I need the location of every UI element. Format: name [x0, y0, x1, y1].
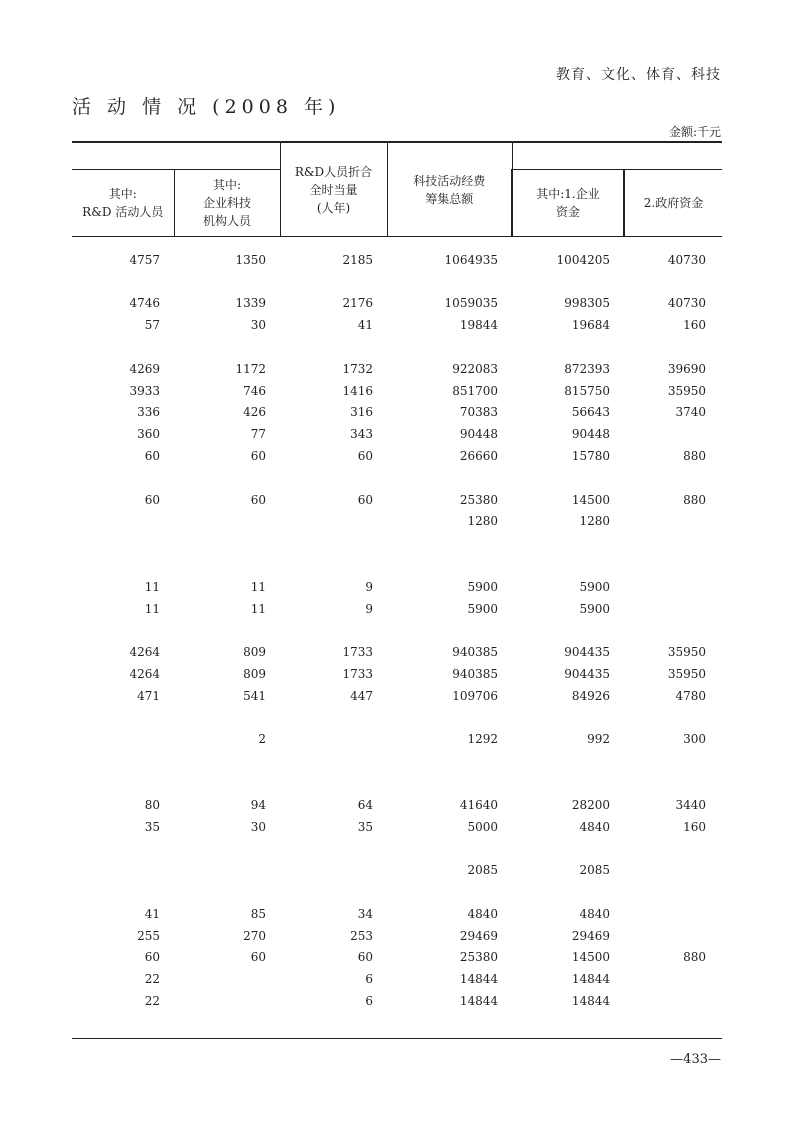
table-cell — [174, 859, 280, 881]
table-cell: 35950 — [667, 667, 706, 682]
table-cell: 872393 — [564, 361, 610, 376]
table-cell: 1064935 — [444, 252, 498, 267]
table-cell — [72, 271, 174, 293]
table-cell: 34 — [357, 906, 373, 921]
table-cell — [280, 511, 387, 533]
table-cell — [174, 881, 280, 903]
table-cell: 25380 — [459, 950, 498, 965]
header-spanner-left — [72, 142, 280, 170]
table-cell — [72, 620, 174, 642]
table-cell — [624, 532, 722, 554]
table-cell: 5900 — [467, 601, 498, 616]
table-cell: 22 — [144, 993, 160, 1008]
table-cell — [387, 838, 512, 860]
table-row — [72, 772, 722, 794]
table-cell: 4264 — [129, 645, 160, 660]
table-cell — [512, 838, 624, 860]
table-cell: 1339 — [235, 296, 266, 311]
table-cell: 300 — [683, 732, 706, 747]
table-row — [72, 947, 722, 969]
table-cell: 30 — [250, 318, 266, 333]
table-row — [72, 859, 722, 881]
table-cell: 998305 — [564, 296, 610, 311]
table-cell — [72, 707, 174, 729]
table-row — [72, 402, 722, 424]
table-cell: 35950 — [667, 383, 706, 398]
page-number: —433— — [670, 1052, 721, 1067]
table-cell: 4840 — [579, 819, 610, 834]
table-cell — [387, 467, 512, 489]
table-row — [72, 467, 722, 489]
table-cell — [624, 598, 722, 620]
table-cell: 809 — [243, 645, 266, 660]
table-cell: 2 — [258, 732, 266, 747]
table-cell — [280, 881, 387, 903]
table-cell — [387, 707, 512, 729]
table-cell — [624, 750, 722, 772]
table-row — [72, 554, 722, 576]
table-cell: 25380 — [459, 492, 498, 507]
table-cell: 35 — [357, 819, 373, 834]
table-cell — [512, 772, 624, 794]
table-cell — [72, 859, 174, 881]
table-row — [72, 925, 722, 947]
table-cell: 4269 — [129, 361, 160, 376]
table-cell — [280, 707, 387, 729]
table-cell — [387, 772, 512, 794]
table-cell — [280, 554, 387, 576]
table-cell — [512, 467, 624, 489]
table-row — [72, 794, 722, 816]
table-cell: 28200 — [571, 797, 610, 812]
table-cell — [512, 881, 624, 903]
table-cell: 5000 — [467, 819, 498, 834]
table-cell: 4746 — [129, 296, 160, 311]
table-cell — [174, 750, 280, 772]
table-row — [72, 380, 722, 402]
table-cell — [624, 576, 722, 598]
table-cell — [624, 881, 722, 903]
table-cell: 447 — [350, 688, 373, 703]
table-row — [72, 293, 722, 315]
table-row — [72, 685, 722, 707]
table-cell: 60 — [250, 449, 266, 464]
table-cell — [72, 750, 174, 772]
table-cell: 270 — [243, 928, 266, 943]
table-cell: 160 — [683, 819, 706, 834]
table-cell — [387, 554, 512, 576]
table-cell: 2185 — [342, 252, 373, 267]
table-cell: 316 — [350, 405, 373, 420]
table-cell: 29469 — [571, 928, 610, 943]
table-cell — [624, 772, 722, 794]
table-cell: 6 — [365, 972, 373, 987]
table-cell — [512, 707, 624, 729]
table-cell: 343 — [350, 427, 373, 442]
table-row — [72, 838, 722, 860]
table-cell — [624, 925, 722, 947]
table-cell: 940385 — [452, 645, 498, 660]
table-cell: 14500 — [571, 492, 610, 507]
bottom-rule — [72, 1038, 722, 1039]
table-body — [72, 237, 722, 1012]
table-cell: 4757 — [129, 252, 160, 267]
table-cell — [512, 271, 624, 293]
table-cell: 41640 — [459, 797, 498, 812]
statistics-table — [72, 141, 722, 1012]
table-cell: 41 — [144, 906, 160, 921]
table-cell: 1280 — [579, 514, 610, 529]
table-row — [72, 511, 722, 533]
table-cell — [72, 511, 174, 533]
table-cell: 84926 — [571, 688, 610, 703]
table-cell: 90448 — [459, 427, 498, 442]
table-row — [72, 271, 722, 293]
table-cell: 3933 — [129, 383, 160, 398]
table-row — [72, 729, 722, 751]
table-cell: 1059035 — [444, 296, 498, 311]
table-cell — [387, 336, 512, 358]
table-cell — [624, 554, 722, 576]
table-cell — [280, 271, 387, 293]
table-cell — [174, 772, 280, 794]
table-row — [72, 237, 722, 271]
table-cell — [387, 271, 512, 293]
table-cell: 60 — [250, 492, 266, 507]
table-cell: 14844 — [571, 993, 610, 1008]
table-row — [72, 598, 722, 620]
table-cell: 255 — [137, 928, 160, 943]
table-cell — [624, 838, 722, 860]
table-row — [72, 532, 722, 554]
table-cell: 14844 — [571, 972, 610, 987]
table-cell: 77 — [250, 427, 266, 442]
col-header-4: 科技活动经费 筹集总额 — [387, 142, 512, 237]
table-cell — [174, 554, 280, 576]
table-cell — [624, 620, 722, 642]
table-cell — [174, 271, 280, 293]
table-cell: 5900 — [579, 601, 610, 616]
table-header — [72, 142, 722, 237]
table-cell — [174, 990, 280, 1012]
section-label: 教育、文化、体育、科技 — [556, 67, 721, 83]
table-row — [72, 707, 722, 729]
table-cell: 14500 — [571, 950, 610, 965]
table-cell: 85 — [250, 906, 266, 921]
table-cell: 3440 — [675, 797, 706, 812]
table-cell — [72, 336, 174, 358]
table-cell: 19844 — [459, 318, 498, 333]
table-cell — [280, 772, 387, 794]
table-cell: 471 — [137, 688, 160, 703]
table-cell — [174, 707, 280, 729]
table-cell: 1416 — [342, 383, 373, 398]
table-cell: 60 — [357, 449, 373, 464]
table-row — [72, 903, 722, 925]
table-cell: 9 — [365, 601, 373, 616]
col-header-5: 其中:1.企业 资金 — [512, 170, 624, 237]
table-cell — [624, 467, 722, 489]
table-cell: 39690 — [667, 361, 706, 376]
table-cell — [624, 990, 722, 1012]
table-cell: 2176 — [342, 296, 373, 311]
table-cell: 2085 — [467, 863, 498, 878]
table-cell: 14844 — [459, 972, 498, 987]
table-cell: 992 — [587, 732, 610, 747]
table-row — [72, 314, 722, 336]
table-cell: 2085 — [579, 863, 610, 878]
table-cell: 15780 — [571, 449, 610, 464]
table-cell — [72, 729, 174, 751]
table-cell: 14844 — [459, 993, 498, 1008]
col-header-2: 其中: 企业科技 机构人员 — [174, 170, 280, 237]
table-cell: 880 — [683, 449, 706, 464]
table-cell: 4840 — [579, 906, 610, 921]
table-cell: 851700 — [452, 383, 498, 398]
table-cell — [280, 859, 387, 881]
table-cell — [174, 336, 280, 358]
table-cell: 5900 — [579, 579, 610, 594]
table-cell: 60 — [144, 449, 160, 464]
table-cell: 90448 — [571, 427, 610, 442]
header-spanner-right — [512, 142, 722, 170]
table-cell: 6 — [365, 993, 373, 1008]
table-cell — [512, 532, 624, 554]
table-cell: 35950 — [667, 645, 706, 660]
table-cell: 11 — [250, 601, 266, 616]
table-cell: 880 — [683, 492, 706, 507]
table-cell — [174, 532, 280, 554]
table-cell: 746 — [243, 383, 266, 398]
table-row — [72, 336, 722, 358]
table-cell: 904435 — [564, 667, 610, 682]
table-cell: 19684 — [571, 318, 610, 333]
table-cell — [624, 859, 722, 881]
table-cell — [624, 336, 722, 358]
table-cell: 880 — [683, 950, 706, 965]
col-header-6: 2.政府资金 — [624, 170, 722, 237]
table-cell — [624, 423, 722, 445]
table-cell: 541 — [243, 688, 266, 703]
table-cell: 80 — [144, 797, 160, 812]
table-row — [72, 968, 722, 990]
table-row — [72, 641, 722, 663]
table-cell: 11 — [144, 601, 160, 616]
table-cell: 40730 — [667, 252, 706, 267]
table-cell: 1172 — [235, 361, 266, 376]
page-title: 活 动 情 况 (2008 年) — [72, 96, 341, 118]
table-cell — [387, 532, 512, 554]
table-cell: 922083 — [452, 361, 498, 376]
table-row — [72, 990, 722, 1012]
table-cell: 253 — [350, 928, 373, 943]
table-cell: 160 — [683, 318, 706, 333]
table-cell: 815750 — [564, 383, 610, 398]
table-cell: 56643 — [571, 405, 610, 420]
table-cell: 1280 — [467, 514, 498, 529]
table-cell: 29469 — [459, 928, 498, 943]
table-cell: 60 — [250, 950, 266, 965]
table-cell: 809 — [243, 667, 266, 682]
table-cell: 35 — [144, 819, 160, 834]
table-cell: 11 — [250, 579, 266, 594]
table-row — [72, 663, 722, 685]
unit-label: 金额:千元 — [668, 125, 721, 139]
col-header-1: 其中: R&D 活动人员 — [72, 170, 174, 237]
table-row — [72, 620, 722, 642]
table-cell: 1733 — [342, 667, 373, 682]
table-cell: 109706 — [452, 688, 498, 703]
table-cell: 1733 — [342, 645, 373, 660]
table-cell — [280, 729, 387, 751]
table-cell — [174, 620, 280, 642]
table-cell — [387, 750, 512, 772]
table-cell — [174, 511, 280, 533]
table-cell: 426 — [243, 405, 266, 420]
table-cell: 57 — [144, 318, 160, 333]
table-cell: 94 — [250, 797, 266, 812]
table-cell — [72, 772, 174, 794]
table-row — [72, 881, 722, 903]
table-cell: 4780 — [675, 688, 706, 703]
table-cell: 3740 — [675, 405, 706, 420]
table-cell — [72, 467, 174, 489]
table-cell: 60 — [357, 950, 373, 965]
table-cell: 30 — [250, 819, 266, 834]
table-cell — [280, 532, 387, 554]
table-cell: 22 — [144, 972, 160, 987]
table-cell: 41 — [357, 318, 373, 333]
table-cell — [512, 554, 624, 576]
table-row — [72, 423, 722, 445]
table-cell — [174, 467, 280, 489]
table-cell: 70383 — [459, 405, 498, 420]
table-cell — [72, 554, 174, 576]
table-cell: 360 — [137, 427, 160, 442]
table-cell: 60 — [144, 492, 160, 507]
table-cell — [624, 271, 722, 293]
table-cell — [387, 620, 512, 642]
table-cell: 4264 — [129, 667, 160, 682]
table-row — [72, 489, 722, 511]
table-cell — [512, 620, 624, 642]
table-cell — [624, 968, 722, 990]
table-cell — [280, 467, 387, 489]
table-cell: 11 — [144, 579, 160, 594]
table-cell: 1004205 — [556, 252, 610, 267]
table-cell — [280, 838, 387, 860]
table-cell — [624, 707, 722, 729]
table-cell: 5900 — [467, 579, 498, 594]
table-cell — [512, 336, 624, 358]
table-cell: 4840 — [467, 906, 498, 921]
table-row — [72, 750, 722, 772]
table-cell: 40730 — [667, 296, 706, 311]
table-row — [72, 576, 722, 598]
table-cell: 1292 — [467, 732, 498, 747]
table-cell: 64 — [357, 797, 373, 812]
table-cell: 60 — [357, 492, 373, 507]
table-cell: 26660 — [459, 449, 498, 464]
table-cell — [624, 903, 722, 925]
table-cell: 336 — [137, 405, 160, 420]
table-row — [72, 816, 722, 838]
table-row — [72, 358, 722, 380]
table-cell: 904435 — [564, 645, 610, 660]
table-cell — [174, 968, 280, 990]
table-cell — [512, 750, 624, 772]
table-cell: 1350 — [235, 252, 266, 267]
table-cell — [174, 838, 280, 860]
table-cell — [72, 881, 174, 903]
table-cell — [624, 511, 722, 533]
table-cell: 60 — [144, 950, 160, 965]
table-cell: 940385 — [452, 667, 498, 682]
table-cell — [72, 532, 174, 554]
table-cell — [280, 750, 387, 772]
table-cell — [280, 620, 387, 642]
table-cell: 1732 — [342, 361, 373, 376]
table-cell — [280, 336, 387, 358]
table-row — [72, 445, 722, 467]
col-header-3: R&D人员折合 全时当量 (人年) — [280, 142, 387, 237]
table-cell — [387, 881, 512, 903]
table-cell: 9 — [365, 579, 373, 594]
table-cell — [72, 838, 174, 860]
